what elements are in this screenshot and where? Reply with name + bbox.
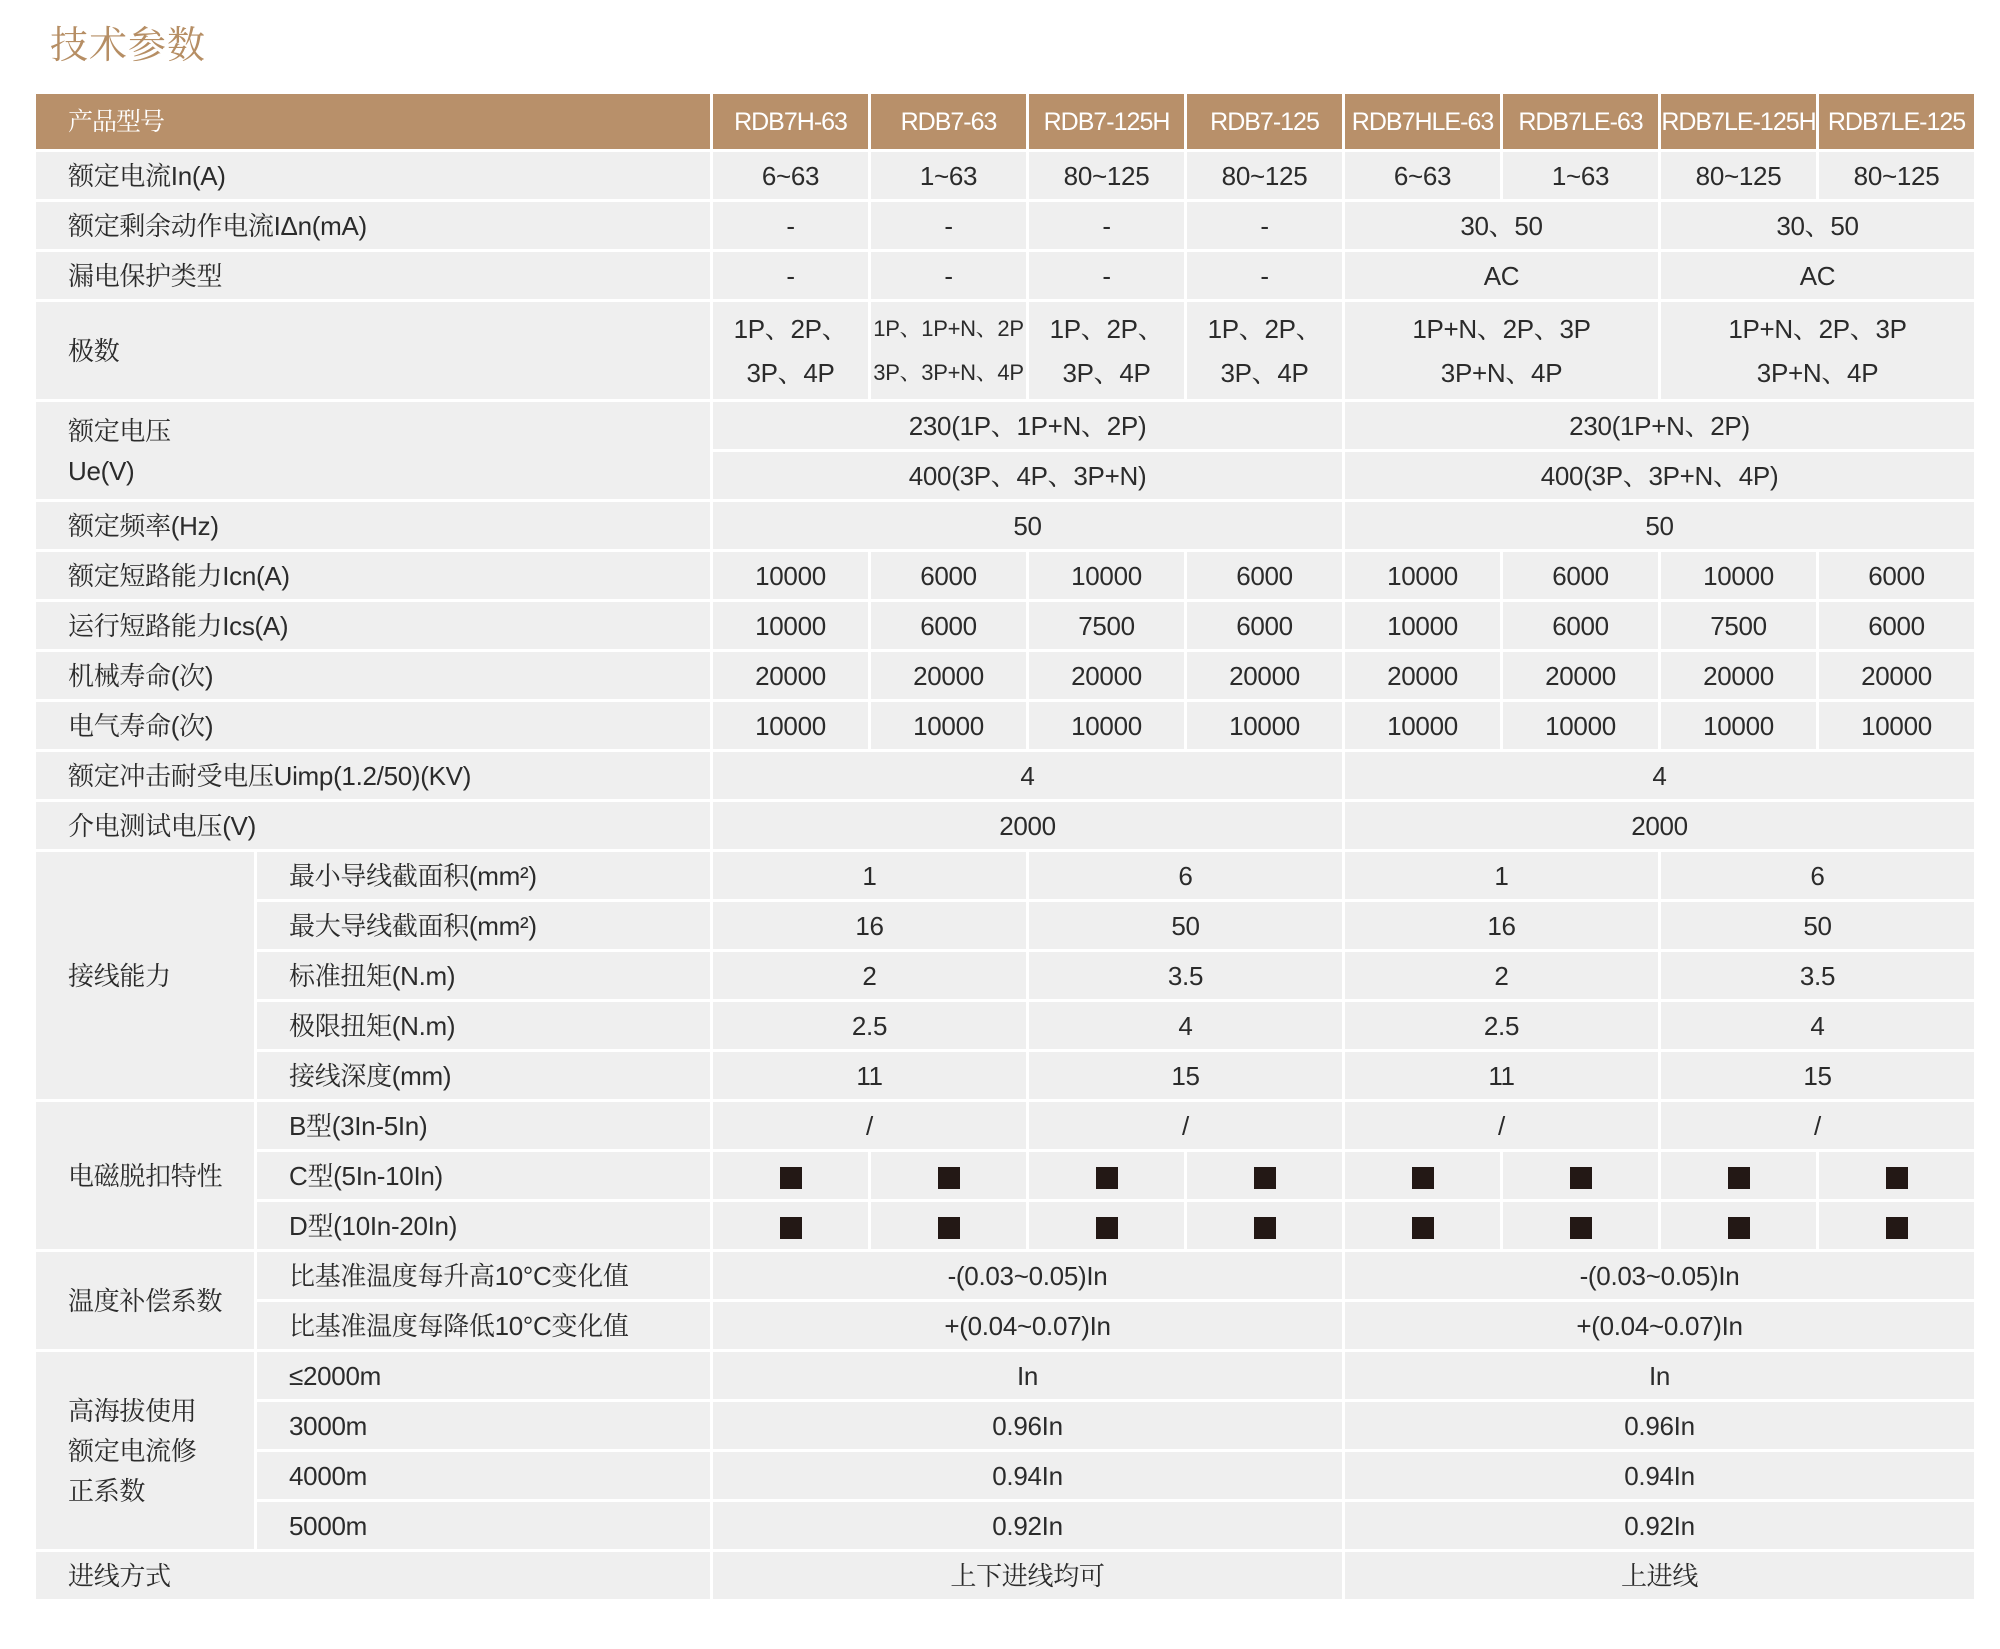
row-label: 进线方式 (36, 1552, 710, 1599)
value-cell: 4 (713, 752, 1342, 799)
row-label: 额定剩余动作电流IΔn(mA) (36, 202, 710, 249)
value-cell: 80~125 (1819, 152, 1974, 199)
row-label: 接线深度(mm) (257, 1052, 710, 1099)
value-cell: 230(1P+N、2P) (1345, 402, 1974, 449)
value-cell: 6000 (871, 602, 1026, 649)
table-row-electrical-life (36, 702, 1974, 749)
value-cell: 2.5 (1345, 1002, 1658, 1049)
value-cell: - (713, 202, 868, 249)
value-cell: 10000 (713, 552, 868, 599)
value-cell: 20000 (871, 652, 1026, 699)
filled-square-icon (1886, 1217, 1908, 1239)
filled-square-icon (938, 1217, 960, 1239)
value-cell: 1~63 (871, 152, 1026, 199)
value-cell: 4 (1661, 1002, 1974, 1049)
table-row-temp-rise (36, 1252, 1974, 1299)
value-cell: 6000 (871, 552, 1026, 599)
value-cell: 10000 (1029, 702, 1184, 749)
value-cell: / (1661, 1102, 1974, 1149)
row-label: 接线能力 (36, 852, 254, 1099)
value-cell: 0.92In (713, 1502, 1342, 1549)
value-cell: - (713, 252, 868, 299)
supported-cell (713, 1202, 868, 1249)
value-cell: 10000 (713, 702, 868, 749)
value-cell: 2 (713, 952, 1026, 999)
table-row-trip-b (36, 1102, 1974, 1149)
value-cell: 6000 (1503, 552, 1658, 599)
row-label: 额定频率(Hz) (36, 502, 710, 549)
value-cell: 50 (1345, 502, 1974, 549)
table-row-trip-d (36, 1202, 1974, 1249)
row-label: 最小导线截面积(mm²) (257, 852, 710, 899)
row-label: 运行短路能力Ics(A) (36, 602, 710, 649)
row-label: B型(3In-5In) (257, 1102, 710, 1149)
table-row-wire-depth (36, 1052, 1974, 1099)
supported-cell (871, 1152, 1026, 1199)
value-cell: 1P、2P、 3P、4P (1187, 302, 1342, 399)
value-cell: -(0.03~0.05)In (713, 1252, 1342, 1299)
value-cell: 11 (713, 1052, 1026, 1099)
table-row-temp-fall (36, 1302, 1974, 1349)
table-row-alt-4000 (36, 1452, 1974, 1499)
value-cell: 1P+N、2P、3P 3P+N、4P (1345, 302, 1658, 399)
table-row-alt-5000 (36, 1502, 1974, 1549)
filled-square-icon (780, 1167, 802, 1189)
filled-square-icon (780, 1217, 802, 1239)
value-cell: 1 (1345, 852, 1658, 899)
value-cell: 20000 (1187, 652, 1342, 699)
value-cell: 10000 (1345, 602, 1500, 649)
model-header: RDB7-125 (1187, 94, 1342, 149)
row-label: ≤2000m (257, 1352, 710, 1399)
value-cell: 1~63 (1503, 152, 1658, 199)
value-cell: AC (1661, 252, 1974, 299)
value-cell: 230(1P、1P+N、2P) (713, 402, 1342, 449)
value-cell: 50 (1029, 902, 1342, 949)
row-label: 介电测试电压(V) (36, 802, 710, 849)
filled-square-icon (1570, 1217, 1592, 1239)
model-header: RDB7LE-125 (1819, 94, 1974, 149)
table-row-residual-current (36, 202, 1974, 249)
value-cell: - (1029, 202, 1184, 249)
supported-cell (1187, 1202, 1342, 1249)
value-cell: +(0.04~0.07)In (713, 1302, 1342, 1349)
table-row-leakage-type (36, 252, 1974, 299)
value-cell: 15 (1661, 1052, 1974, 1099)
value-cell: 0.96In (713, 1402, 1342, 1449)
value-cell: 7500 (1661, 602, 1816, 649)
row-label: C型(5In-10In) (257, 1152, 710, 1199)
value-cell: 30、50 (1661, 202, 1974, 249)
model-header: RDB7HLE-63 (1345, 94, 1500, 149)
filled-square-icon (1412, 1217, 1434, 1239)
value-cell: 上进线 (1345, 1552, 1974, 1599)
supported-cell (713, 1152, 868, 1199)
value-cell: 16 (1345, 902, 1658, 949)
model-header: RDB7LE-125H (1661, 94, 1816, 149)
value-cell: 2000 (1345, 802, 1974, 849)
table-row-poles (36, 302, 1974, 399)
filled-square-icon (1728, 1167, 1750, 1189)
header-label: 产品型号 (36, 94, 710, 149)
value-cell: 6 (1029, 852, 1342, 899)
value-cell: 3.5 (1029, 952, 1342, 999)
value-cell: 上下进线均可 (713, 1552, 1342, 1599)
filled-square-icon (1728, 1217, 1750, 1239)
model-header: RDB7LE-63 (1503, 94, 1658, 149)
value-cell: 6000 (1819, 602, 1974, 649)
value-cell: 10000 (713, 602, 868, 649)
supported-cell (1187, 1152, 1342, 1199)
value-cell: 4 (1029, 1002, 1342, 1049)
row-label: 电气寿命(次) (36, 702, 710, 749)
value-cell: 0.94In (1345, 1452, 1974, 1499)
table-row-incoming-wiring (36, 1552, 1974, 1599)
filled-square-icon (1570, 1167, 1592, 1189)
value-cell: 10000 (1819, 702, 1974, 749)
filled-square-icon (1096, 1167, 1118, 1189)
value-cell: -(0.03~0.05)In (1345, 1252, 1974, 1299)
row-label: 3000m (257, 1402, 710, 1449)
table-row-max-wire (36, 902, 1974, 949)
value-cell: 50 (713, 502, 1342, 549)
table-row-rated-voltage (36, 402, 1974, 449)
row-label: 极限扭矩(N.m) (257, 1002, 710, 1049)
value-cell: 0.94In (713, 1452, 1342, 1499)
value-cell: / (1345, 1102, 1658, 1149)
table-row-min-wire (36, 852, 1974, 899)
value-cell: 10000 (1187, 702, 1342, 749)
value-cell: 6000 (1187, 552, 1342, 599)
value-cell: In (713, 1352, 1342, 1399)
row-label: 最大导线截面积(mm²) (257, 902, 710, 949)
row-label: 额定电压 Ue(V) (36, 402, 710, 499)
filled-square-icon (938, 1167, 960, 1189)
value-cell: - (871, 202, 1026, 249)
table-row-alt-2000 (36, 1352, 1974, 1399)
table-row-alt-3000 (36, 1402, 1974, 1449)
value-cell: 10000 (1345, 552, 1500, 599)
value-cell: 3.5 (1661, 952, 1974, 999)
filled-square-icon (1886, 1167, 1908, 1189)
value-cell: - (1187, 252, 1342, 299)
value-cell: AC (1345, 252, 1658, 299)
value-cell: 20000 (1819, 652, 1974, 699)
row-label: 机械寿命(次) (36, 652, 710, 699)
value-cell: 0.96In (1345, 1402, 1974, 1449)
filled-square-icon (1412, 1167, 1434, 1189)
table-row-trip-c (36, 1152, 1974, 1199)
filled-square-icon (1254, 1167, 1276, 1189)
table-row-rated-frequency (36, 502, 1974, 549)
row-label: 额定电流In(A) (36, 152, 710, 199)
page-title: 技术参数 (50, 25, 207, 67)
value-cell: 1 (713, 852, 1026, 899)
row-label: 额定短路能力Icn(A) (36, 552, 710, 599)
spec-table (33, 91, 1977, 1602)
value-cell: 20000 (713, 652, 868, 699)
table-row-std-torque (36, 952, 1974, 999)
table-row-max-torque (36, 1002, 1974, 1049)
row-label: 极数 (36, 302, 710, 399)
row-label: 标准扭矩(N.m) (257, 952, 710, 999)
row-label: 比基准温度每降低10°C变化值 (257, 1302, 710, 1349)
value-cell: 1P、1P+N、2P 3P、3P+N、4P (871, 302, 1026, 399)
value-cell: / (713, 1102, 1026, 1149)
value-cell: 1P、2P、 3P、4P (1029, 302, 1184, 399)
value-cell: 6000 (1819, 552, 1974, 599)
supported-cell (871, 1202, 1026, 1249)
row-label: 高海拔使用 额定电流修 正系数 (36, 1352, 254, 1549)
value-cell: 400(3P、4P、3P+N) (713, 452, 1342, 499)
filled-square-icon (1254, 1217, 1276, 1239)
model-header: RDB7H-63 (713, 94, 868, 149)
value-cell: 6~63 (713, 152, 868, 199)
value-cell: 0.92In (1345, 1502, 1974, 1549)
supported-cell (1345, 1202, 1500, 1249)
supported-cell (1345, 1152, 1500, 1199)
value-cell: +(0.04~0.07)In (1345, 1302, 1974, 1349)
supported-cell (1661, 1202, 1816, 1249)
supported-cell (1819, 1202, 1974, 1249)
table-row-mechanical-life (36, 652, 1974, 699)
value-cell: 10000 (1661, 702, 1816, 749)
value-cell: 2 (1345, 952, 1658, 999)
value-cell: 80~125 (1187, 152, 1342, 199)
value-cell: 10000 (871, 702, 1026, 749)
supported-cell (1029, 1202, 1184, 1249)
value-cell: 50 (1661, 902, 1974, 949)
row-label: 额定冲击耐受电压Uimp(1.2/50)(KV) (36, 752, 710, 799)
supported-cell (1029, 1152, 1184, 1199)
table-header-row (36, 94, 1974, 149)
value-cell: 15 (1029, 1052, 1342, 1099)
value-cell: 2000 (713, 802, 1342, 849)
table-row-uimp (36, 752, 1974, 799)
row-label: 比基准温度每升高10°C变化值 (257, 1252, 710, 1299)
row-label: 电磁脱扣特性 (36, 1102, 254, 1249)
table-row-ics (36, 602, 1974, 649)
supported-cell (1503, 1202, 1658, 1249)
value-cell: 10000 (1503, 702, 1658, 749)
filled-square-icon (1096, 1217, 1118, 1239)
value-cell: 6~63 (1345, 152, 1500, 199)
value-cell: In (1345, 1352, 1974, 1399)
value-cell: 11 (1345, 1052, 1658, 1099)
value-cell: - (871, 252, 1026, 299)
row-label: 漏电保护类型 (36, 252, 710, 299)
row-label: 温度补偿系数 (36, 1252, 254, 1349)
value-cell: 16 (713, 902, 1026, 949)
value-cell: 10000 (1029, 552, 1184, 599)
value-cell: - (1187, 202, 1342, 249)
value-cell: 6000 (1187, 602, 1342, 649)
table-row-icn (36, 552, 1974, 599)
value-cell: 10000 (1661, 552, 1816, 599)
row-label: 5000m (257, 1502, 710, 1549)
table-row-rated-current (36, 152, 1974, 199)
supported-cell (1661, 1152, 1816, 1199)
table-row-dielectric-voltage (36, 802, 1974, 849)
value-cell: 4 (1345, 752, 1974, 799)
model-header: RDB7-125H (1029, 94, 1184, 149)
supported-cell (1819, 1152, 1974, 1199)
value-cell: 6 (1661, 852, 1974, 899)
value-cell: - (1029, 252, 1184, 299)
value-cell: / (1029, 1102, 1342, 1149)
supported-cell (1503, 1152, 1658, 1199)
value-cell: 400(3P、3P+N、4P) (1345, 452, 1974, 499)
value-cell: 6000 (1503, 602, 1658, 649)
value-cell: 20000 (1029, 652, 1184, 699)
value-cell: 80~125 (1661, 152, 1816, 199)
value-cell: 1P+N、2P、3P 3P+N、4P (1661, 302, 1974, 399)
value-cell: 20000 (1661, 652, 1816, 699)
value-cell: 2.5 (713, 1002, 1026, 1049)
row-label: D型(10In-20In) (257, 1202, 710, 1249)
value-cell: 7500 (1029, 602, 1184, 649)
value-cell: 20000 (1345, 652, 1500, 699)
value-cell: 1P、2P、 3P、4P (713, 302, 868, 399)
value-cell: 10000 (1345, 702, 1500, 749)
row-label: 4000m (257, 1452, 710, 1499)
model-header: RDB7-63 (871, 94, 1026, 149)
value-cell: 30、50 (1345, 202, 1658, 249)
value-cell: 80~125 (1029, 152, 1184, 199)
value-cell: 20000 (1503, 652, 1658, 699)
